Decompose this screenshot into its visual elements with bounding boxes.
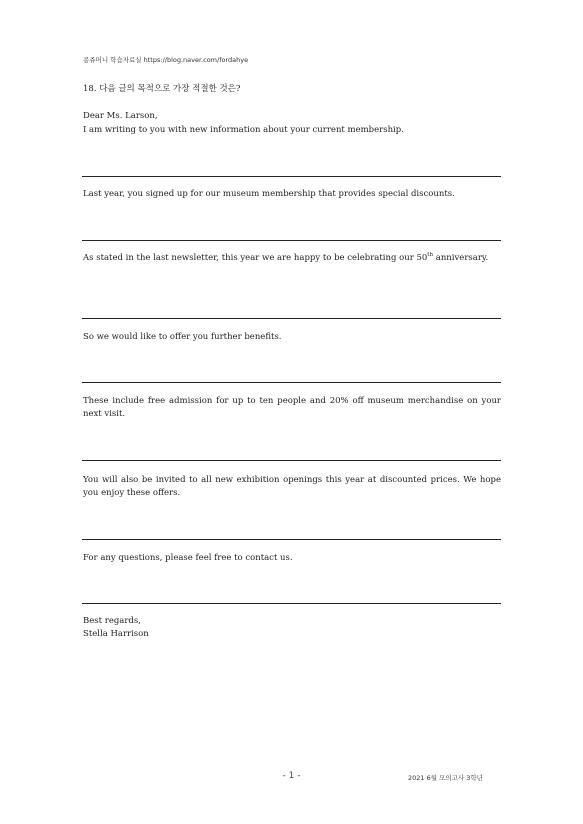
sentence-5: These include free admission for up to ten people and 20% off museum merchandise on your next visit.	[83, 396, 501, 419]
page-number: - 1 -	[282, 771, 301, 781]
sentence-4: So we would like to offer you further benefits.	[83, 332, 282, 342]
page-header: 콩쥬머니 학습자료실 https://blog.naver.com/fordahye	[83, 56, 249, 64]
exam-label: 2021 6월 모의고사 3학년	[408, 774, 483, 782]
letter-salutation: Dear Ms. Larson,	[83, 111, 158, 121]
letter-closing: Best regards,	[83, 616, 141, 626]
divider-line	[82, 318, 501, 319]
sentence-7: For any questions, please feel free to contact us.	[83, 553, 293, 563]
divider-line	[82, 240, 501, 241]
sentence-1: I am writing to you with new information about your current membership.	[83, 125, 404, 135]
sentence-3-text: As stated in the last newsletter, this year we are happy to be celebrating our 50	[83, 253, 428, 263]
sentence-3-continued: anniversary.	[433, 253, 489, 263]
ordinal-superscript: th	[427, 252, 434, 259]
divider-line	[82, 603, 501, 604]
divider-line	[82, 539, 501, 540]
question-title: 18. 다음 글의 목적으로 가장 적절한 것은?	[83, 84, 241, 94]
sentence-6: You will also be invited to all new exhibition openings this year at discounted prices. We hope you enjoy these offers.	[83, 475, 501, 498]
divider-line	[82, 176, 501, 177]
sentence-2: Last year, you signed up for our museum membership that provides special discounts.	[83, 189, 455, 199]
letter-signature: Stella Harrison	[83, 629, 149, 639]
sentence-3	[83, 252, 501, 265]
divider-line	[82, 382, 501, 383]
divider-line	[82, 460, 501, 461]
